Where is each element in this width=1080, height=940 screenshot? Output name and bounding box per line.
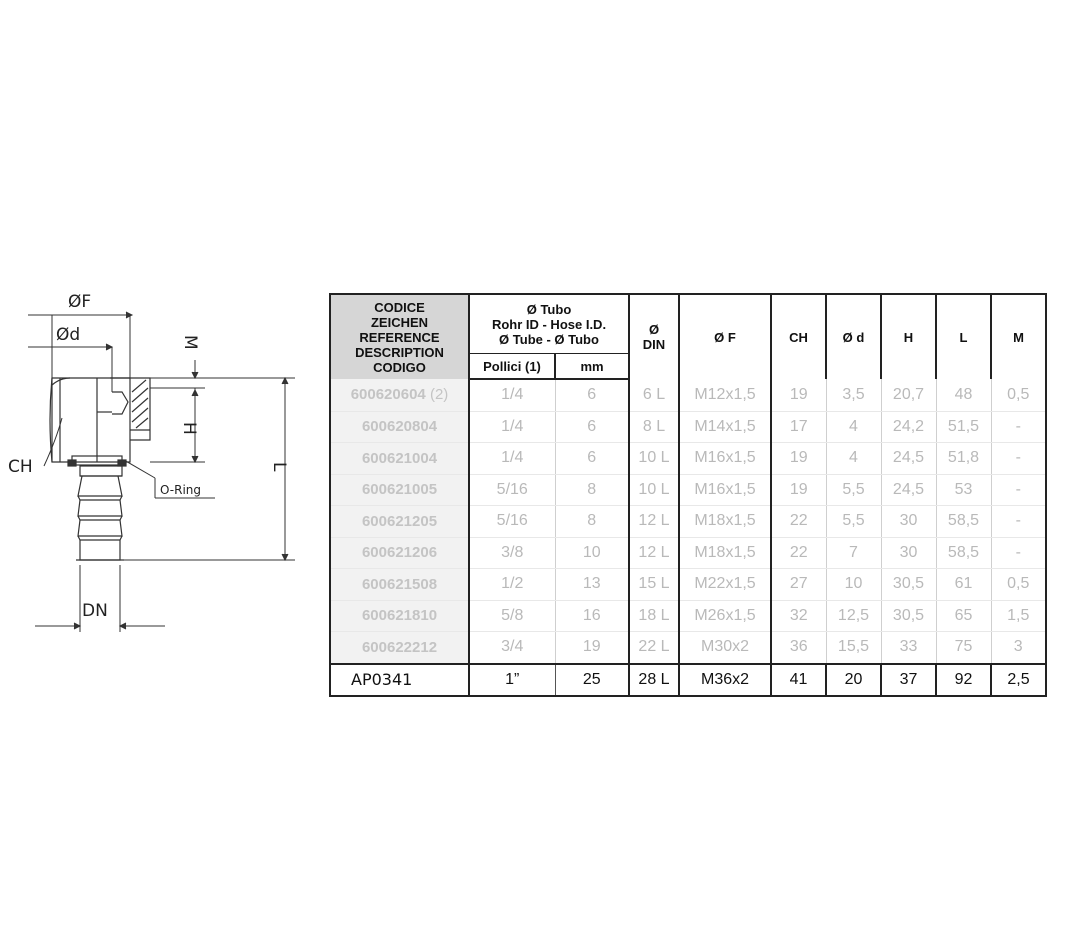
pollici-column-header: Pollici (1)	[469, 354, 555, 380]
table-row	[330, 569, 1046, 601]
cell-m: 0,5	[991, 379, 1046, 411]
f-column-header: Ø F	[679, 294, 771, 379]
row-code	[330, 379, 469, 411]
final-cell-h: 37	[881, 664, 936, 696]
cell-h: 24,2	[881, 411, 936, 443]
cell-l: 58,5	[936, 506, 991, 538]
cell-ch: 19	[771, 379, 826, 411]
cell-ch: 36	[771, 632, 826, 664]
cell-pollici: 1/4	[469, 411, 555, 443]
cell-l: 75	[936, 632, 991, 664]
cell-din: 10 L	[629, 474, 679, 506]
row-code	[330, 537, 469, 569]
cell-pollici: 5/16	[469, 506, 555, 538]
dim-h-label: H	[179, 422, 199, 435]
cell-m: -	[991, 537, 1046, 569]
spec-table	[329, 293, 1047, 697]
cell-pollici: 3/8	[469, 537, 555, 569]
cell-mm: 8	[555, 506, 629, 538]
cell-d: 4	[826, 411, 881, 443]
cell-mm: 19	[555, 632, 629, 664]
mm-column-header: mm	[555, 354, 629, 380]
cell-f: M14x1,5	[679, 411, 771, 443]
cell-m: 0,5	[991, 569, 1046, 601]
cell-ch: 27	[771, 569, 826, 601]
code-column-header: CODICE ZEICHEN REFERENCE DESCRIPTION CODIGO	[330, 294, 469, 379]
cell-ch: 17	[771, 411, 826, 443]
row-code-value: 600621508	[361, 575, 438, 593]
final-cell-l: 92	[936, 664, 991, 696]
fitting-drawing	[0, 280, 330, 660]
table-row	[330, 474, 1046, 506]
ch-column-header: CH	[771, 294, 826, 379]
cell-d: 5,5	[826, 506, 881, 538]
cell-pollici: 3/4	[469, 632, 555, 664]
table-row	[330, 443, 1046, 475]
final-cell-d: 20	[826, 664, 881, 696]
cell-d: 7	[826, 537, 881, 569]
cell-din: 22 L	[629, 632, 679, 664]
final-cell-din: 28 L	[629, 664, 679, 696]
cell-l: 61	[936, 569, 991, 601]
cell-ch: 22	[771, 537, 826, 569]
final-cell-f: M36x2	[679, 664, 771, 696]
cell-f: M26x1,5	[679, 600, 771, 632]
final-cell-code: AP0341	[330, 664, 469, 696]
d-column-header: Ø d	[826, 294, 881, 379]
final-cell-mm: 25	[555, 664, 629, 696]
row-code	[330, 632, 469, 664]
cell-f: M22x1,5	[679, 569, 771, 601]
table-row	[330, 537, 1046, 569]
cell-mm: 6	[555, 379, 629, 411]
cell-l: 51,8	[936, 443, 991, 475]
cell-f: M30x2	[679, 632, 771, 664]
table-row	[330, 600, 1046, 632]
table-row	[330, 632, 1046, 664]
cell-m: 3	[991, 632, 1046, 664]
oring-label: O-Ring	[160, 483, 202, 497]
final-cell-m: 2,5	[991, 664, 1046, 696]
dim-f-label: ØF	[68, 292, 92, 312]
cell-din: 18 L	[629, 600, 679, 632]
dim-d-label: Ød	[56, 325, 81, 345]
cell-d: 12,5	[826, 600, 881, 632]
cell-ch: 32	[771, 600, 826, 632]
cell-d: 4	[826, 443, 881, 475]
cell-din: 12 L	[629, 506, 679, 538]
row-code-value: 600621004	[361, 449, 438, 467]
cell-l: 48	[936, 379, 991, 411]
cell-mm: 16	[555, 600, 629, 632]
cell-l: 58,5	[936, 537, 991, 569]
cell-h: 30	[881, 506, 936, 538]
cell-d: 3,5	[826, 379, 881, 411]
row-code-value: 600621205	[361, 512, 438, 530]
row-code	[330, 474, 469, 506]
row-code-value: 600620804	[361, 418, 438, 436]
h-column-header: H	[881, 294, 936, 379]
cell-m: -	[991, 474, 1046, 506]
l-column-header: L	[936, 294, 991, 379]
row-code	[330, 443, 469, 475]
dim-ch-label: CH	[8, 457, 33, 477]
cell-d: 10	[826, 569, 881, 601]
cell-din: 12 L	[629, 537, 679, 569]
cell-l: 53	[936, 474, 991, 506]
cell-pollici: 1/4	[469, 379, 555, 411]
cell-h: 30,5	[881, 569, 936, 601]
cell-h: 33	[881, 632, 936, 664]
cell-ch: 19	[771, 443, 826, 475]
cell-h: 30,5	[881, 600, 936, 632]
cell-mm: 10	[555, 537, 629, 569]
row-code-note: (2)	[429, 386, 449, 404]
cell-f: M16x1,5	[679, 443, 771, 475]
cell-din: 6 L	[629, 379, 679, 411]
cell-l: 65	[936, 600, 991, 632]
cell-f: M18x1,5	[679, 506, 771, 538]
cell-pollici: 5/8	[469, 600, 555, 632]
m-column-header: M	[1013, 329, 1024, 345]
cell-m: -	[991, 443, 1046, 475]
cell-pollici: 1/2	[469, 569, 555, 601]
cell-d: 15,5	[826, 632, 881, 664]
dim-m-label: M	[180, 335, 200, 350]
dim-l-label: L	[269, 462, 289, 472]
cell-mm: 13	[555, 569, 629, 601]
cell-m: 1,5	[991, 600, 1046, 632]
cell-m: -	[991, 411, 1046, 443]
cell-ch: 22	[771, 506, 826, 538]
din-column-header: Ø DIN	[629, 294, 679, 379]
table-row	[330, 379, 1046, 411]
dim-dn-label: DN	[82, 601, 108, 621]
cell-din: 15 L	[629, 569, 679, 601]
cell-mm: 8	[555, 474, 629, 506]
cell-din: 8 L	[629, 411, 679, 443]
row-code	[330, 506, 469, 538]
cell-pollici: 5/16	[469, 474, 555, 506]
cell-f: M18x1,5	[679, 537, 771, 569]
cell-m: -	[991, 506, 1046, 538]
cell-h: 24,5	[881, 474, 936, 506]
tube-column-header: Ø Tubo Rohr ID - Hose I.D. Ø Tube - Ø Tubo	[469, 294, 629, 354]
highlighted-row	[330, 664, 1046, 696]
cell-h: 24,5	[881, 443, 936, 475]
table-row	[330, 506, 1046, 538]
row-code	[330, 600, 469, 632]
row-code-value: 600620604	[350, 386, 426, 404]
row-code-value: 600621810	[361, 607, 438, 625]
row-code	[330, 569, 469, 601]
cell-d: 5,5	[826, 474, 881, 506]
cell-l: 51,5	[936, 411, 991, 443]
cell-din: 10 L	[629, 443, 679, 475]
final-cell-pollici: 1”	[469, 664, 555, 696]
row-code-value: 600621005	[361, 481, 438, 499]
cell-mm: 6	[555, 443, 629, 475]
row-code-value: 600622212	[361, 638, 438, 656]
row-code-value: 600621206	[361, 544, 438, 562]
cell-h: 20,7	[881, 379, 936, 411]
row-code	[330, 411, 469, 443]
final-cell-ch: 41	[771, 664, 826, 696]
table-row	[330, 411, 1046, 443]
cell-ch: 19	[771, 474, 826, 506]
cell-f: M12x1,5	[679, 379, 771, 411]
cell-h: 30	[881, 537, 936, 569]
cell-pollici: 1/4	[469, 443, 555, 475]
cell-f: M16x1,5	[679, 474, 771, 506]
cell-mm: 6	[555, 411, 629, 443]
